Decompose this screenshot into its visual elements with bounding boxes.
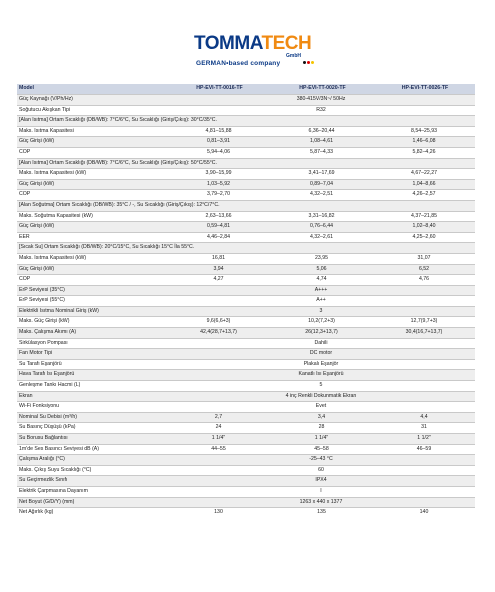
row-value-model-1: 2,63–13,66 — [167, 211, 270, 222]
row-label: Elektrikli Isıtma Nominal Giriş (kW) — [17, 306, 167, 317]
table-row — [17, 147, 475, 158]
row-label: Maks. Çıkış Suyu Sıcaklığı (°C) — [17, 465, 167, 476]
row-label: ErP Seviyesi (35°C) — [17, 285, 167, 296]
row-value-model-2: 1 1/4" — [270, 434, 373, 445]
row-label: 1m'de Ses Basıncı Seviyesi dB (A) — [17, 444, 167, 455]
section-label: [Alan Isıtma] Ortam Sıcaklığı (DB/WB): 7°C/6°C, Su Sıcaklığı (Giriş/Çıkış): 50°C/55°C. — [17, 158, 475, 169]
row-value-model-3: 4,67–22,27 — [373, 169, 475, 180]
row-value-model-1: 1 1/4" — [167, 434, 270, 445]
logo-wordmark: TOMMATECH — [194, 33, 312, 54]
table-row — [17, 391, 475, 402]
row-value-model-3: 1,04–8,66 — [373, 179, 475, 190]
row-label: COP — [17, 147, 167, 158]
row-value-model-2: 45–58 — [270, 444, 373, 455]
row-label: Güç Girişi (kW) — [17, 137, 167, 148]
row-label: Maks. Isıtma Kapasitesi (kW) — [17, 253, 167, 264]
section-row — [17, 158, 475, 169]
row-value-model-3: 12,7(9,7+3) — [373, 317, 475, 328]
row-label: Güç Girişi (kW) — [17, 179, 167, 190]
flag-dots-icon — [303, 61, 317, 65]
row-value-model-3: 30,4(16,7+13,7) — [373, 328, 475, 339]
table-row — [17, 349, 475, 360]
row-label: ErP Seviyesi (55°C) — [17, 296, 167, 307]
section-row — [17, 243, 475, 254]
row-value-model-2: 3,41–17,69 — [270, 169, 373, 180]
row-value-model-3: 31,07 — [373, 253, 475, 264]
table-row — [17, 412, 475, 423]
row-value-model-3: 8,54–25,93 — [373, 126, 475, 137]
row-label: Nominal Su Debisi (m³/h) — [17, 412, 167, 423]
row-label: Hava Tarafı Isı Eşanjörü — [17, 370, 167, 381]
row-value-model-1: 4,81–15,88 — [167, 126, 270, 137]
row-value-all-models: 1263 x 440 x 1377 — [167, 497, 475, 508]
row-value-model-2: 0,76–6,44 — [270, 222, 373, 233]
row-value-model-2: 6,36–20,44 — [270, 126, 373, 137]
row-value-all-models: IPX4 — [167, 476, 475, 487]
table-row — [17, 444, 475, 455]
row-value-all-models: Evet — [167, 402, 475, 413]
table-row — [17, 105, 475, 116]
header-model-0016: HP-EVI-TT-0016-TF — [167, 84, 270, 95]
table-row — [17, 338, 475, 349]
table-row — [17, 497, 475, 508]
spec-table — [17, 84, 475, 518]
row-value-all-models: 60 — [167, 465, 475, 476]
row-value-all-models: I — [167, 486, 475, 497]
row-label: Su Geçirmezlik Sınıfı — [17, 476, 167, 487]
table-row — [17, 296, 475, 307]
table-row — [17, 465, 475, 476]
table-row — [17, 359, 475, 370]
row-value-model-1: 130 — [167, 508, 270, 518]
table-row — [17, 169, 475, 180]
row-value-model-3: 1 1/2" — [373, 434, 475, 445]
row-value-all-models: 5 — [167, 381, 475, 392]
row-value-model-1: 2,7 — [167, 412, 270, 423]
row-label: Su Tarafı Eşanjörü — [17, 359, 167, 370]
row-value-model-2: 4,32–2,61 — [270, 232, 373, 243]
table-row — [17, 476, 475, 487]
row-value-all-models: 3 — [167, 306, 475, 317]
row-value-model-3: 31 — [373, 423, 475, 434]
row-value-model-3: 140 — [373, 508, 475, 518]
row-value-model-2: 5,87–4,33 — [270, 147, 373, 158]
table-row — [17, 306, 475, 317]
spec-table-body — [17, 95, 475, 518]
row-label: Fan Motor Tipi — [17, 349, 167, 360]
row-value-model-1: 1,03–5,92 — [167, 179, 270, 190]
row-value-model-2: 4,32–2,51 — [270, 190, 373, 201]
section-row — [17, 200, 475, 211]
row-value-model-2: 135 — [270, 508, 373, 518]
row-label: Net Ağırlık (kg) — [17, 508, 167, 518]
row-value-model-1: 0,59–4,81 — [167, 222, 270, 233]
section-row — [17, 116, 475, 127]
table-row — [17, 275, 475, 286]
table-row — [17, 285, 475, 296]
row-value-model-3: 4,37–21,85 — [373, 211, 475, 222]
row-value-model-1: 4,46–2,84 — [167, 232, 270, 243]
row-value-model-2: 5,06 — [270, 264, 373, 275]
row-value-model-3: 46–59 — [373, 444, 475, 455]
row-label: Güç Girişi (kW) — [17, 264, 167, 275]
row-label: Sirkülasyon Pompası — [17, 338, 167, 349]
row-value-all-models: A+++ — [167, 285, 475, 296]
row-label: Maks. Isıtma Kapasitesi — [17, 126, 167, 137]
table-row — [17, 190, 475, 201]
row-value-model-3: 4,76 — [373, 275, 475, 286]
row-value-all-models: R32 — [167, 105, 475, 116]
row-value-all-models: Kanatlı Isı Eşanjörü — [167, 370, 475, 381]
row-value-model-1: 42,4(28,7+13,7) — [167, 328, 270, 339]
row-label: Maks. Isıtma Kapasitesi (kW) — [17, 169, 167, 180]
row-value-model-2: 4,74 — [270, 275, 373, 286]
row-value-model-3: 6,52 — [373, 264, 475, 275]
row-value-all-models: Plakalı Eşanjör — [167, 359, 475, 370]
table-row — [17, 232, 475, 243]
row-label: Ekran — [17, 391, 167, 402]
table-row — [17, 317, 475, 328]
row-label: Su Basınç Düşüşü (kPa) — [17, 423, 167, 434]
table-row — [17, 211, 475, 222]
row-value-model-1: 5,94–4,06 — [167, 147, 270, 158]
row-label: Güç Kaynağı (V/Ph/Hz) — [17, 95, 167, 106]
row-value-all-models: -25–43 °C — [167, 455, 475, 466]
row-value-model-2: 0,89–7,04 — [270, 179, 373, 190]
row-value-all-models: 380-415V/3N~/ 50Hz — [167, 95, 475, 106]
row-label: Genleşme Tankı Hacmi (L) — [17, 381, 167, 392]
table-row — [17, 423, 475, 434]
table-row — [17, 402, 475, 413]
brand-logo — [0, 12, 495, 72]
section-label: [Sıcak Su] Ortam Sıcaklığı (DB/WB): 20°C/15°C, Su Sıcaklığı 15°C İla 55°C. — [17, 243, 475, 254]
row-label: EER — [17, 232, 167, 243]
row-value-model-3: 5,82–4,26 — [373, 147, 475, 158]
row-label: Elektrik Çarpmasına Dayanım — [17, 486, 167, 497]
row-value-model-1: 3,94 — [167, 264, 270, 275]
row-value-model-1: 44–55 — [167, 444, 270, 455]
row-value-model-3: 4,26–2,57 — [373, 190, 475, 201]
row-label: Su Borusu Bağlantısı — [17, 434, 167, 445]
table-row — [17, 370, 475, 381]
row-value-all-models: Dahili — [167, 338, 475, 349]
table-row — [17, 222, 475, 233]
table-header-row — [17, 84, 475, 95]
section-label: [Alan Soğutma] Ortam Sıcaklığı (DB/WB): 35°C / -, Su Sıcaklığı (Giriş/Çıkış): 12°C/7°C. — [17, 200, 475, 211]
table-row — [17, 179, 475, 190]
row-value-model-1: 3,90–15,99 — [167, 169, 270, 180]
header-model-0026: HP-EVI-TT-0026-TF — [373, 84, 475, 95]
row-value-model-1: 24 — [167, 423, 270, 434]
row-value-model-1: 4,27 — [167, 275, 270, 286]
row-value-all-models: 4 inç Renkli Dokunmatik Ekran — [167, 391, 475, 402]
row-value-model-2: 3,4 — [270, 412, 373, 423]
table-row — [17, 434, 475, 445]
row-label: Net Boyut (G/D/Y) (mm) — [17, 497, 167, 508]
row-value-model-2: 10,2(7,2+3) — [270, 317, 373, 328]
table-row — [17, 486, 475, 497]
row-label: Wi-Fi Fonksiyonu — [17, 402, 167, 413]
logo-suffix: GmbH — [286, 53, 301, 59]
logo-tagline: GERMAN•based company — [196, 60, 281, 67]
row-value-model-2: 3,31–16,82 — [270, 211, 373, 222]
row-label: Güç Girişi (kW) — [17, 222, 167, 233]
row-value-model-2: 1,08–4,61 — [270, 137, 373, 148]
table-row — [17, 253, 475, 264]
row-value-model-1: 3,79–2,70 — [167, 190, 270, 201]
table-row — [17, 455, 475, 466]
row-value-model-3: 1,46–6,08 — [373, 137, 475, 148]
row-value-model-2: 26(12,3+13,7) — [270, 328, 373, 339]
row-label: Maks. Çalışma Akımı (A) — [17, 328, 167, 339]
row-label: Çalışma Aralığı (°C) — [17, 455, 167, 466]
row-value-model-3: 1,02–8,40 — [373, 222, 475, 233]
table-row — [17, 328, 475, 339]
row-label: COP — [17, 190, 167, 201]
row-label: Maks. Güç Girişi (kW) — [17, 317, 167, 328]
row-value-model-3: 4,4 — [373, 412, 475, 423]
table-row — [17, 381, 475, 392]
row-value-model-2: 23,95 — [270, 253, 373, 264]
row-value-all-models: A++ — [167, 296, 475, 307]
row-value-model-1: 16,81 — [167, 253, 270, 264]
row-value-model-2: 28 — [270, 423, 373, 434]
row-label: COP — [17, 275, 167, 286]
row-value-model-3: 4,25–2,60 — [373, 232, 475, 243]
header-model-0020: HP-EVI-TT-0020-TF — [270, 84, 373, 95]
table-row — [17, 137, 475, 148]
row-value-model-1: 0,81–3,91 — [167, 137, 270, 148]
section-label: [Alan Isıtma] Ortam Sıcaklığı (DB/WB): 7°C/6°C, Su Sıcaklığı (Giriş/Çıkış): 30°C/35°C. — [17, 116, 475, 127]
row-label: Soğutucu Akışkan Tipi — [17, 105, 167, 116]
table-row — [17, 95, 475, 106]
row-label: Maks. Soğutma Kapasitesi (kW) — [17, 211, 167, 222]
row-value-model-1: 9,6(6,6+3) — [167, 317, 270, 328]
header-model: Model — [17, 84, 167, 95]
table-row — [17, 508, 475, 518]
table-row — [17, 264, 475, 275]
row-value-all-models: DC motor — [167, 349, 475, 360]
table-row — [17, 126, 475, 137]
